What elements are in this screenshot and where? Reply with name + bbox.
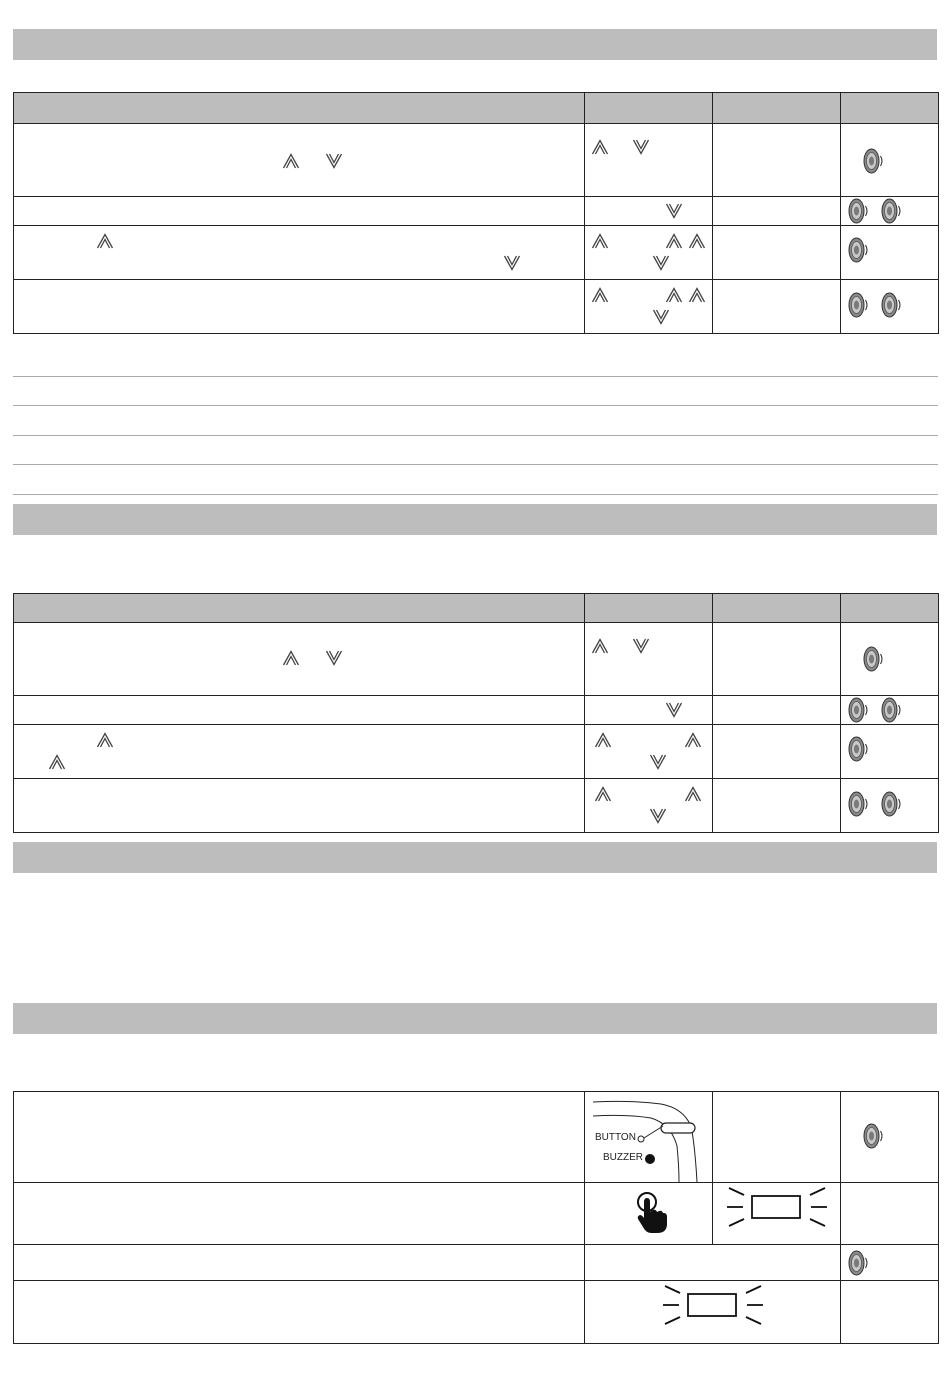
table-row [14, 197, 939, 226]
table-row [14, 696, 939, 725]
description-cell [14, 1281, 585, 1344]
speaker-icon [848, 696, 870, 724]
description-cell [14, 623, 585, 696]
sound-cell [841, 696, 939, 725]
keys-cell [585, 197, 713, 226]
table-row [14, 280, 939, 334]
down-arrow-icon [503, 255, 521, 271]
sound-cell [841, 779, 939, 833]
sound-cell [841, 1245, 939, 1281]
description-cell [14, 197, 585, 226]
keys-cell [585, 696, 713, 725]
table-row [14, 1245, 939, 1281]
header-cell-sound [841, 93, 939, 124]
up-arrow-icon [282, 650, 300, 666]
up-arrow-icon [684, 732, 702, 748]
sound-cell [841, 1281, 939, 1344]
description-cell [14, 779, 585, 833]
table-row [14, 226, 939, 280]
up-arrow-icon [594, 786, 612, 802]
blinking-display-icon [725, 1185, 829, 1229]
settings-table-4 [13, 1091, 939, 1344]
up-arrow-icon [282, 153, 300, 169]
display-cell [713, 124, 841, 197]
keys-cell [585, 124, 713, 197]
hand-touch-icon [633, 1191, 669, 1235]
description-cell [14, 226, 585, 280]
header-cell-sound [841, 594, 939, 623]
down-arrow-icon [632, 139, 650, 155]
keys-cell [585, 623, 713, 696]
diagram-cell [585, 1092, 713, 1183]
table-row [14, 1092, 939, 1183]
settings-table-2 [13, 593, 939, 833]
up-arrow-icon [688, 233, 706, 249]
down-arrow-icon [632, 638, 650, 654]
display-cell [713, 197, 841, 226]
buzzer-label: BUZZER [603, 1152, 643, 1163]
divider-line [13, 435, 938, 436]
header-cell-display [713, 93, 841, 124]
up-arrow-icon [684, 786, 702, 802]
header-cell-keys [585, 93, 713, 124]
divider-line [13, 405, 938, 406]
up-arrow-icon [48, 754, 66, 770]
header-cell-description [14, 594, 585, 623]
sound-cell [841, 197, 939, 226]
sound-cell [841, 1092, 939, 1183]
speaker-icon [881, 291, 903, 319]
divider-line [13, 464, 938, 465]
table-header-row [14, 594, 939, 623]
speaker-icon [848, 1249, 870, 1277]
up-arrow-icon [665, 233, 683, 249]
sound-cell [841, 226, 939, 280]
table-row [14, 124, 939, 197]
display-cell [713, 1092, 841, 1183]
table-row [14, 725, 939, 779]
speaker-icon [863, 645, 885, 673]
description-cell [14, 1092, 585, 1183]
display-cell [713, 623, 841, 696]
sound-cell [841, 280, 939, 334]
down-arrow-icon [325, 153, 343, 169]
table-row [14, 623, 939, 696]
speaker-icon [848, 790, 870, 818]
merged-display-cell [585, 1281, 841, 1344]
description-cell [14, 696, 585, 725]
speaker-icon [881, 790, 903, 818]
sound-cell [841, 1183, 939, 1245]
display-cell [713, 725, 841, 779]
up-arrow-icon [591, 287, 609, 303]
section-header-1 [13, 29, 937, 60]
keys-cell [585, 226, 713, 280]
blinking-display-icon [661, 1283, 765, 1327]
speaker-icon [848, 735, 870, 763]
keys-cell [585, 280, 713, 334]
keys-cell [585, 779, 713, 833]
merged-cell [585, 1245, 841, 1281]
divider-line [13, 376, 938, 377]
down-arrow-icon [652, 255, 670, 271]
display-cell [713, 226, 841, 280]
table-row [14, 779, 939, 833]
header-cell-description [14, 93, 585, 124]
up-arrow-icon [665, 287, 683, 303]
speaker-icon [848, 197, 870, 225]
up-arrow-icon [591, 233, 609, 249]
speaker-icon [881, 696, 903, 724]
description-cell [14, 1183, 585, 1245]
speaker-icon [863, 1122, 885, 1150]
display-cell [713, 696, 841, 725]
section-header-3 [13, 842, 937, 873]
touch-cell [585, 1183, 713, 1245]
description-cell [14, 1245, 585, 1281]
keys-cell [585, 725, 713, 779]
description-cell [14, 725, 585, 779]
description-cell [14, 280, 585, 334]
header-cell-display [713, 594, 841, 623]
up-arrow-icon [96, 732, 114, 748]
down-arrow-icon [649, 754, 667, 770]
sound-cell [841, 725, 939, 779]
up-arrow-icon [591, 139, 609, 155]
sound-cell [841, 124, 939, 197]
settings-table-1 [13, 92, 939, 334]
down-arrow-icon [665, 203, 683, 219]
section-header-2 [13, 504, 937, 535]
up-arrow-icon [591, 638, 609, 654]
display-cell [713, 1183, 841, 1245]
button-label: BUTTON [595, 1132, 636, 1143]
speaker-icon [881, 197, 903, 225]
table-row [14, 1183, 939, 1245]
display-cell [713, 779, 841, 833]
speaker-icon [848, 236, 870, 264]
speaker-icon [863, 147, 885, 175]
down-arrow-icon [665, 702, 683, 718]
display-cell [713, 280, 841, 334]
divider-line [13, 494, 938, 495]
description-cell [14, 124, 585, 197]
up-arrow-icon [96, 233, 114, 249]
up-arrow-icon [688, 287, 706, 303]
down-arrow-icon [649, 808, 667, 824]
up-arrow-icon [594, 732, 612, 748]
speaker-icon [848, 291, 870, 319]
table-row [14, 1281, 939, 1344]
sound-cell [841, 623, 939, 696]
header-cell-keys [585, 594, 713, 623]
table-header-row [14, 93, 939, 124]
down-arrow-icon [652, 309, 670, 325]
down-arrow-icon [325, 650, 343, 666]
section-header-4 [13, 1003, 937, 1034]
